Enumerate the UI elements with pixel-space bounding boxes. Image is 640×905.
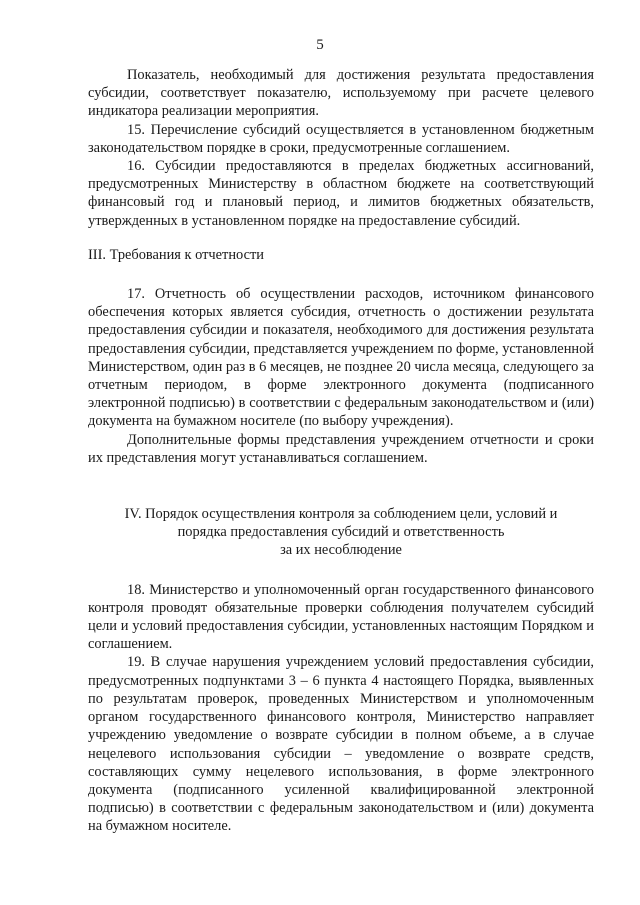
paragraph-18: 18. Министерство и уполномоченный орган государственного финансового контроля проводят обязательные проверки соблюдения получателем субсидий цели и условий предоставления субсидии, установленных настоящим Порядком и соглашением. (88, 581, 594, 653)
section-3-heading: III. Требования к отчетности (88, 246, 264, 263)
paragraph-16: 16. Субсидии предоставляются в пределах бюджетных ассигнований, предусмотренных Министерству в областном бюджете на соответствующий финансовый год и плановый период, и лимитов бюджетных обязательств, утвержденных в установленном порядке на предоставление субсидий. (88, 158, 594, 229)
page-number: 5 (316, 37, 324, 53)
section-4-heading (88, 505, 594, 560)
paragraph-19: 19. В случае нарушения учреждением условий предоставления субсидии, предусмотренных подпунктами 3 – 6 пункта 4 настоящего Порядка, выявленных по результатам проверок, проведенных Министерством и уполномоченным органом государственного финансового контроля, Министерство направляет учреждению уведомление о возврате субсидии в полном объеме, а в случае нецелевого использования субсидии – уведомление о возврате средств, составляющих сумму нецелевого использования, в форме электронного документа (подписанного усиленной квалифицированной электронной подписью) в соответствии с федеральным законодательством и (или) документа на бумажном носителе. (88, 654, 594, 835)
section-4-heading-line: IV. Порядок осуществления контроля за соблюдением цели, условий и (124, 506, 558, 523)
section-4-heading-line: порядка предоставления субсидий и ответственность (177, 524, 505, 541)
paragraph-additional-forms: Дополнительные формы представления учреждением отчетности и сроки их представления могут устанавливаться соглашением. (88, 431, 594, 466)
section-4-heading-line: за их несоблюдение (280, 542, 402, 559)
paragraph-indicator: Показатель, необходимый для достижения результата предоставления субсидии, соответствует показателю, используемому при расчете целевого индикатора реализации мероприятия. (88, 67, 594, 120)
document-body (88, 66, 594, 836)
paragraph-15: 15. Перечисление субсидий осуществляется в установленном бюджетным законодательством порядке в сроки, предусмотренные соглашением. (88, 121, 594, 156)
paragraph-17: 17. Отчетность об осуществлении расходов, источником финансового обеспечения которых является субсидия, отчетность о достижении результата предоставления субсидии и показателя, необходимого для достижения результата предоставления субсидии, представляется учреждением по форме, установленной Министерством, один раз в 6 месяцев, не позднее 20 числа месяца, следующего за отчетным периодом, в форме электронного документа (подписанного электронной подписью) в соответствии с федеральным законодательством и (или) документа на бумажном носителе (по выбору учреждения). (88, 286, 594, 430)
